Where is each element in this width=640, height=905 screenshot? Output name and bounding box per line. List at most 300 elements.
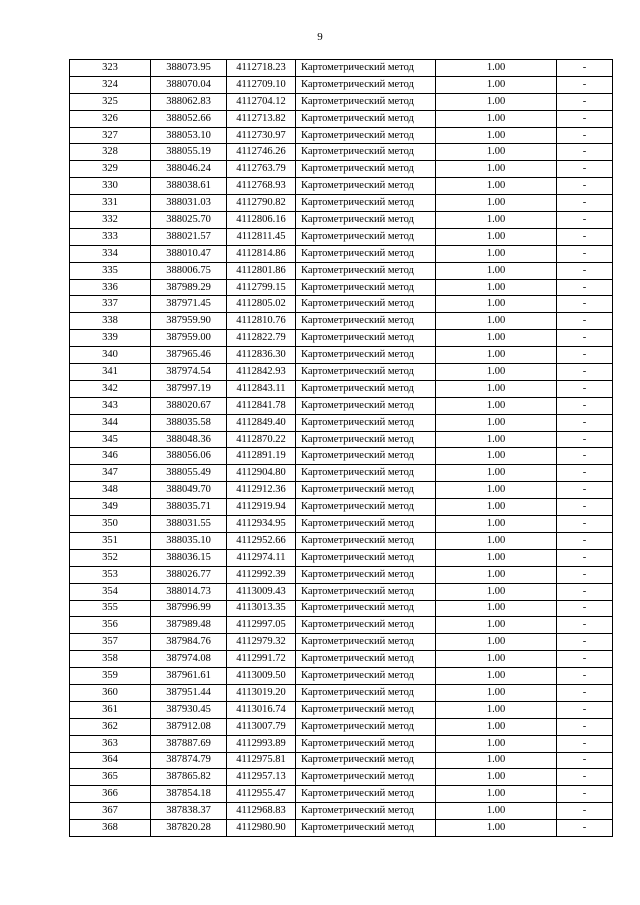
x-coordinate-cell: 388046.24 bbox=[151, 161, 227, 178]
y-coordinate-cell: 4112746.26 bbox=[227, 144, 296, 161]
point-number-cell: 329 bbox=[70, 161, 151, 178]
method-cell: Картометрический метод bbox=[296, 516, 436, 533]
accuracy-cell: 1.00 bbox=[436, 431, 557, 448]
y-coordinate-cell: 4112842.93 bbox=[227, 364, 296, 381]
x-coordinate-cell: 387974.08 bbox=[151, 651, 227, 668]
description-cell: - bbox=[557, 516, 613, 533]
table-row bbox=[70, 431, 613, 448]
description-cell: - bbox=[557, 245, 613, 262]
x-coordinate-cell: 387854.18 bbox=[151, 786, 227, 803]
point-number-cell: 339 bbox=[70, 330, 151, 347]
description-cell: - bbox=[557, 178, 613, 195]
description-cell: - bbox=[557, 212, 613, 229]
point-number-cell: 330 bbox=[70, 178, 151, 195]
accuracy-cell: 1.00 bbox=[436, 566, 557, 583]
point-number-cell: 364 bbox=[70, 752, 151, 769]
x-coordinate-cell: 388035.10 bbox=[151, 532, 227, 549]
point-number-cell: 328 bbox=[70, 144, 151, 161]
table-row bbox=[70, 786, 613, 803]
method-cell: Картометрический метод bbox=[296, 212, 436, 229]
y-coordinate-cell: 4112806.16 bbox=[227, 212, 296, 229]
method-cell: Картометрический метод bbox=[296, 769, 436, 786]
x-coordinate-cell: 388020.67 bbox=[151, 397, 227, 414]
description-cell: - bbox=[557, 195, 613, 212]
point-number-cell: 352 bbox=[70, 549, 151, 566]
accuracy-cell: 1.00 bbox=[436, 414, 557, 431]
table-row bbox=[70, 212, 613, 229]
method-cell: Картометрический метод bbox=[296, 347, 436, 364]
x-coordinate-cell: 387912.08 bbox=[151, 718, 227, 735]
description-cell: - bbox=[557, 296, 613, 313]
method-cell: Картометрический метод bbox=[296, 583, 436, 600]
y-coordinate-cell: 4112811.45 bbox=[227, 228, 296, 245]
accuracy-cell: 1.00 bbox=[436, 127, 557, 144]
x-coordinate-cell: 388055.19 bbox=[151, 144, 227, 161]
method-cell: Картометрический метод bbox=[296, 465, 436, 482]
table-row bbox=[70, 600, 613, 617]
point-number-cell: 324 bbox=[70, 76, 151, 93]
y-coordinate-cell: 4112957.13 bbox=[227, 769, 296, 786]
y-coordinate-cell: 4112763.79 bbox=[227, 161, 296, 178]
table-row bbox=[70, 195, 613, 212]
method-cell: Картометрический метод bbox=[296, 532, 436, 549]
accuracy-cell: 1.00 bbox=[436, 380, 557, 397]
method-cell: Картометрический метод bbox=[296, 431, 436, 448]
point-number-cell: 356 bbox=[70, 617, 151, 634]
point-number-cell: 341 bbox=[70, 364, 151, 381]
x-coordinate-cell: 388025.70 bbox=[151, 212, 227, 229]
accuracy-cell: 1.00 bbox=[436, 178, 557, 195]
description-cell: - bbox=[557, 228, 613, 245]
x-coordinate-cell: 388056.06 bbox=[151, 448, 227, 465]
point-number-cell: 359 bbox=[70, 668, 151, 685]
y-coordinate-cell: 4112955.47 bbox=[227, 786, 296, 803]
point-number-cell: 351 bbox=[70, 532, 151, 549]
x-coordinate-cell: 387974.54 bbox=[151, 364, 227, 381]
accuracy-cell: 1.00 bbox=[436, 769, 557, 786]
y-coordinate-cell: 4112952.66 bbox=[227, 532, 296, 549]
x-coordinate-cell: 388006.75 bbox=[151, 262, 227, 279]
x-coordinate-cell: 387887.69 bbox=[151, 735, 227, 752]
y-coordinate-cell: 4112849.40 bbox=[227, 414, 296, 431]
x-coordinate-cell: 388048.36 bbox=[151, 431, 227, 448]
description-cell: - bbox=[557, 499, 613, 516]
point-number-cell: 349 bbox=[70, 499, 151, 516]
accuracy-cell: 1.00 bbox=[436, 516, 557, 533]
method-cell: Картометрический метод bbox=[296, 684, 436, 701]
table-row bbox=[70, 161, 613, 178]
accuracy-cell: 1.00 bbox=[436, 245, 557, 262]
method-cell: Картометрический метод bbox=[296, 60, 436, 77]
method-cell: Картометрический метод bbox=[296, 93, 436, 110]
point-number-cell: 366 bbox=[70, 786, 151, 803]
accuracy-cell: 1.00 bbox=[436, 499, 557, 516]
y-coordinate-cell: 4112704.12 bbox=[227, 93, 296, 110]
description-cell: - bbox=[557, 786, 613, 803]
point-number-cell: 354 bbox=[70, 583, 151, 600]
y-coordinate-cell: 4112934.95 bbox=[227, 516, 296, 533]
y-coordinate-cell: 4112801.86 bbox=[227, 262, 296, 279]
method-cell: Картометрический метод bbox=[296, 245, 436, 262]
table-row bbox=[70, 820, 613, 837]
table-row bbox=[70, 127, 613, 144]
accuracy-cell: 1.00 bbox=[436, 279, 557, 296]
accuracy-cell: 1.00 bbox=[436, 803, 557, 820]
method-cell: Картометрический метод bbox=[296, 364, 436, 381]
method-cell: Картометрический метод bbox=[296, 380, 436, 397]
method-cell: Картометрический метод bbox=[296, 549, 436, 566]
y-coordinate-cell: 4113019.20 bbox=[227, 684, 296, 701]
accuracy-cell: 1.00 bbox=[436, 228, 557, 245]
description-cell: - bbox=[557, 701, 613, 718]
method-cell: Картометрический метод bbox=[296, 600, 436, 617]
point-number-cell: 360 bbox=[70, 684, 151, 701]
description-cell: - bbox=[557, 380, 613, 397]
accuracy-cell: 1.00 bbox=[436, 600, 557, 617]
y-coordinate-cell: 4112768.93 bbox=[227, 178, 296, 195]
page-number: 9 bbox=[317, 31, 323, 43]
point-number-cell: 368 bbox=[70, 820, 151, 837]
point-number-cell: 350 bbox=[70, 516, 151, 533]
method-cell: Картометрический метод bbox=[296, 786, 436, 803]
point-number-cell: 335 bbox=[70, 262, 151, 279]
y-coordinate-cell: 4113009.43 bbox=[227, 583, 296, 600]
x-coordinate-cell: 387971.45 bbox=[151, 296, 227, 313]
description-cell: - bbox=[557, 482, 613, 499]
point-number-cell: 357 bbox=[70, 634, 151, 651]
point-number-cell: 353 bbox=[70, 566, 151, 583]
description-cell: - bbox=[557, 76, 613, 93]
method-cell: Картометрический метод bbox=[296, 279, 436, 296]
table-row bbox=[70, 364, 613, 381]
method-cell: Картометрический метод bbox=[296, 228, 436, 245]
description-cell: - bbox=[557, 161, 613, 178]
table-row bbox=[70, 279, 613, 296]
accuracy-cell: 1.00 bbox=[436, 195, 557, 212]
point-number-cell: 367 bbox=[70, 803, 151, 820]
accuracy-cell: 1.00 bbox=[436, 76, 557, 93]
method-cell: Картометрический метод bbox=[296, 617, 436, 634]
table-row bbox=[70, 803, 613, 820]
accuracy-cell: 1.00 bbox=[436, 212, 557, 229]
description-cell: - bbox=[557, 668, 613, 685]
description-cell: - bbox=[557, 330, 613, 347]
accuracy-cell: 1.00 bbox=[436, 532, 557, 549]
x-coordinate-cell: 388021.57 bbox=[151, 228, 227, 245]
method-cell: Картометрический метод bbox=[296, 127, 436, 144]
description-cell: - bbox=[557, 279, 613, 296]
point-number-cell: 347 bbox=[70, 465, 151, 482]
accuracy-cell: 1.00 bbox=[436, 110, 557, 127]
point-number-cell: 345 bbox=[70, 431, 151, 448]
method-cell: Картометрический метод bbox=[296, 803, 436, 820]
description-cell: - bbox=[557, 397, 613, 414]
x-coordinate-cell: 388070.04 bbox=[151, 76, 227, 93]
x-coordinate-cell: 388035.58 bbox=[151, 414, 227, 431]
table-row bbox=[70, 296, 613, 313]
method-cell: Картометрический метод bbox=[296, 752, 436, 769]
x-coordinate-cell: 388010.47 bbox=[151, 245, 227, 262]
accuracy-cell: 1.00 bbox=[436, 465, 557, 482]
description-cell: - bbox=[557, 735, 613, 752]
accuracy-cell: 1.00 bbox=[436, 752, 557, 769]
method-cell: Картометрический метод bbox=[296, 76, 436, 93]
y-coordinate-cell: 4112814.86 bbox=[227, 245, 296, 262]
accuracy-cell: 1.00 bbox=[436, 347, 557, 364]
table-row bbox=[70, 684, 613, 701]
coordinates-table bbox=[69, 59, 613, 837]
description-cell: - bbox=[557, 803, 613, 820]
accuracy-cell: 1.00 bbox=[436, 144, 557, 161]
x-coordinate-cell: 388073.95 bbox=[151, 60, 227, 77]
table-row bbox=[70, 701, 613, 718]
description-cell: - bbox=[557, 465, 613, 482]
description-cell: - bbox=[557, 347, 613, 364]
table-row bbox=[70, 718, 613, 735]
description-cell: - bbox=[557, 684, 613, 701]
x-coordinate-cell: 387989.48 bbox=[151, 617, 227, 634]
accuracy-cell: 1.00 bbox=[436, 735, 557, 752]
method-cell: Картометрический метод bbox=[296, 566, 436, 583]
description-cell: - bbox=[557, 93, 613, 110]
x-coordinate-cell: 388052.66 bbox=[151, 110, 227, 127]
table-row bbox=[70, 752, 613, 769]
accuracy-cell: 1.00 bbox=[436, 549, 557, 566]
y-coordinate-cell: 4112997.05 bbox=[227, 617, 296, 634]
y-coordinate-cell: 4113013.35 bbox=[227, 600, 296, 617]
y-coordinate-cell: 4112843.11 bbox=[227, 380, 296, 397]
table-row bbox=[70, 465, 613, 482]
description-cell: - bbox=[557, 617, 613, 634]
x-coordinate-cell: 387997.19 bbox=[151, 380, 227, 397]
x-coordinate-cell: 387996.99 bbox=[151, 600, 227, 617]
x-coordinate-cell: 387984.76 bbox=[151, 634, 227, 651]
table-row bbox=[70, 769, 613, 786]
table-row bbox=[70, 397, 613, 414]
method-cell: Картометрический метод bbox=[296, 313, 436, 330]
accuracy-cell: 1.00 bbox=[436, 330, 557, 347]
point-number-cell: 358 bbox=[70, 651, 151, 668]
table-row bbox=[70, 668, 613, 685]
y-coordinate-cell: 4112870.22 bbox=[227, 431, 296, 448]
y-coordinate-cell: 4112713.82 bbox=[227, 110, 296, 127]
y-coordinate-cell: 4112992.39 bbox=[227, 566, 296, 583]
table-row bbox=[70, 110, 613, 127]
y-coordinate-cell: 4112993.89 bbox=[227, 735, 296, 752]
table-row bbox=[70, 313, 613, 330]
table-row bbox=[70, 330, 613, 347]
y-coordinate-cell: 4112718.23 bbox=[227, 60, 296, 77]
description-cell: - bbox=[557, 262, 613, 279]
method-cell: Картометрический метод bbox=[296, 651, 436, 668]
description-cell: - bbox=[557, 583, 613, 600]
table-row bbox=[70, 60, 613, 77]
y-coordinate-cell: 4112836.30 bbox=[227, 347, 296, 364]
accuracy-cell: 1.00 bbox=[436, 93, 557, 110]
point-number-cell: 327 bbox=[70, 127, 151, 144]
method-cell: Картометрический метод bbox=[296, 330, 436, 347]
x-coordinate-cell: 387961.61 bbox=[151, 668, 227, 685]
x-coordinate-cell: 387865.82 bbox=[151, 769, 227, 786]
x-coordinate-cell: 388036.15 bbox=[151, 549, 227, 566]
y-coordinate-cell: 4112919.94 bbox=[227, 499, 296, 516]
y-coordinate-cell: 4112841.78 bbox=[227, 397, 296, 414]
accuracy-cell: 1.00 bbox=[436, 262, 557, 279]
y-coordinate-cell: 4112730.97 bbox=[227, 127, 296, 144]
description-cell: - bbox=[557, 532, 613, 549]
x-coordinate-cell: 388035.71 bbox=[151, 499, 227, 516]
point-number-cell: 340 bbox=[70, 347, 151, 364]
accuracy-cell: 1.00 bbox=[436, 364, 557, 381]
point-number-cell: 363 bbox=[70, 735, 151, 752]
description-cell: - bbox=[557, 60, 613, 77]
table-row bbox=[70, 634, 613, 651]
accuracy-cell: 1.00 bbox=[436, 684, 557, 701]
point-number-cell: 355 bbox=[70, 600, 151, 617]
y-coordinate-cell: 4112974.11 bbox=[227, 549, 296, 566]
y-coordinate-cell: 4112980.90 bbox=[227, 820, 296, 837]
description-cell: - bbox=[557, 127, 613, 144]
table-row bbox=[70, 228, 613, 245]
accuracy-cell: 1.00 bbox=[436, 701, 557, 718]
method-cell: Картометрический метод bbox=[296, 718, 436, 735]
description-cell: - bbox=[557, 144, 613, 161]
table-row bbox=[70, 566, 613, 583]
y-coordinate-cell: 4113016.74 bbox=[227, 701, 296, 718]
description-cell: - bbox=[557, 431, 613, 448]
method-cell: Картометрический метод bbox=[296, 499, 436, 516]
point-number-cell: 344 bbox=[70, 414, 151, 431]
x-coordinate-cell: 388026.77 bbox=[151, 566, 227, 583]
accuracy-cell: 1.00 bbox=[436, 651, 557, 668]
table-row bbox=[70, 735, 613, 752]
method-cell: Картометрический метод bbox=[296, 397, 436, 414]
method-cell: Картометрический метод bbox=[296, 482, 436, 499]
y-coordinate-cell: 4112991.72 bbox=[227, 651, 296, 668]
point-number-cell: 337 bbox=[70, 296, 151, 313]
x-coordinate-cell: 388049.70 bbox=[151, 482, 227, 499]
description-cell: - bbox=[557, 110, 613, 127]
y-coordinate-cell: 4112790.82 bbox=[227, 195, 296, 212]
accuracy-cell: 1.00 bbox=[436, 397, 557, 414]
accuracy-cell: 1.00 bbox=[436, 583, 557, 600]
description-cell: - bbox=[557, 634, 613, 651]
table-row bbox=[70, 76, 613, 93]
y-coordinate-cell: 4112912.36 bbox=[227, 482, 296, 499]
point-number-cell: 334 bbox=[70, 245, 151, 262]
table-row bbox=[70, 144, 613, 161]
accuracy-cell: 1.00 bbox=[436, 786, 557, 803]
method-cell: Картометрический метод bbox=[296, 195, 436, 212]
accuracy-cell: 1.00 bbox=[436, 820, 557, 837]
accuracy-cell: 1.00 bbox=[436, 718, 557, 735]
point-number-cell: 332 bbox=[70, 212, 151, 229]
table-row bbox=[70, 516, 613, 533]
y-coordinate-cell: 4112810.76 bbox=[227, 313, 296, 330]
x-coordinate-cell: 388031.03 bbox=[151, 195, 227, 212]
table-row bbox=[70, 583, 613, 600]
point-number-cell: 361 bbox=[70, 701, 151, 718]
x-coordinate-cell: 387959.00 bbox=[151, 330, 227, 347]
description-cell: - bbox=[557, 448, 613, 465]
y-coordinate-cell: 4112799.15 bbox=[227, 279, 296, 296]
table-row bbox=[70, 380, 613, 397]
method-cell: Картометрический метод bbox=[296, 668, 436, 685]
x-coordinate-cell: 388038.61 bbox=[151, 178, 227, 195]
x-coordinate-cell: 387930.45 bbox=[151, 701, 227, 718]
point-number-cell: 343 bbox=[70, 397, 151, 414]
description-cell: - bbox=[557, 600, 613, 617]
table-row bbox=[70, 499, 613, 516]
x-coordinate-cell: 388053.10 bbox=[151, 127, 227, 144]
description-cell: - bbox=[557, 549, 613, 566]
x-coordinate-cell: 388055.49 bbox=[151, 465, 227, 482]
x-coordinate-cell: 387874.79 bbox=[151, 752, 227, 769]
x-coordinate-cell: 387820.28 bbox=[151, 820, 227, 837]
x-coordinate-cell: 387838.37 bbox=[151, 803, 227, 820]
accuracy-cell: 1.00 bbox=[436, 634, 557, 651]
accuracy-cell: 1.00 bbox=[436, 617, 557, 634]
table-row bbox=[70, 482, 613, 499]
table-row bbox=[70, 414, 613, 431]
description-cell: - bbox=[557, 752, 613, 769]
point-number-cell: 342 bbox=[70, 380, 151, 397]
table-row bbox=[70, 262, 613, 279]
point-number-cell: 338 bbox=[70, 313, 151, 330]
method-cell: Картометрический метод bbox=[296, 634, 436, 651]
accuracy-cell: 1.00 bbox=[436, 668, 557, 685]
y-coordinate-cell: 4112979.32 bbox=[227, 634, 296, 651]
method-cell: Картометрический метод bbox=[296, 735, 436, 752]
accuracy-cell: 1.00 bbox=[436, 60, 557, 77]
point-number-cell: 333 bbox=[70, 228, 151, 245]
y-coordinate-cell: 4112805.02 bbox=[227, 296, 296, 313]
y-coordinate-cell: 4113009.50 bbox=[227, 668, 296, 685]
y-coordinate-cell: 4112904.80 bbox=[227, 465, 296, 482]
accuracy-cell: 1.00 bbox=[436, 313, 557, 330]
accuracy-cell: 1.00 bbox=[436, 448, 557, 465]
method-cell: Картометрический метод bbox=[296, 296, 436, 313]
description-cell: - bbox=[557, 414, 613, 431]
point-number-cell: 331 bbox=[70, 195, 151, 212]
table-row bbox=[70, 347, 613, 364]
method-cell: Картометрический метод bbox=[296, 262, 436, 279]
method-cell: Картометрический метод bbox=[296, 161, 436, 178]
y-coordinate-cell: 4112968.83 bbox=[227, 803, 296, 820]
description-cell: - bbox=[557, 651, 613, 668]
table-row bbox=[70, 178, 613, 195]
point-number-cell: 362 bbox=[70, 718, 151, 735]
x-coordinate-cell: 387951.44 bbox=[151, 684, 227, 701]
description-cell: - bbox=[557, 769, 613, 786]
description-cell: - bbox=[557, 364, 613, 381]
y-coordinate-cell: 4112975.81 bbox=[227, 752, 296, 769]
description-cell: - bbox=[557, 718, 613, 735]
x-coordinate-cell: 387959.90 bbox=[151, 313, 227, 330]
coordinates-table-body bbox=[70, 60, 613, 837]
x-coordinate-cell: 388014.73 bbox=[151, 583, 227, 600]
table-row bbox=[70, 448, 613, 465]
point-number-cell: 365 bbox=[70, 769, 151, 786]
description-cell: - bbox=[557, 566, 613, 583]
table-row bbox=[70, 549, 613, 566]
method-cell: Картометрический метод bbox=[296, 701, 436, 718]
y-coordinate-cell: 4113007.79 bbox=[227, 718, 296, 735]
point-number-cell: 323 bbox=[70, 60, 151, 77]
accuracy-cell: 1.00 bbox=[436, 482, 557, 499]
point-number-cell: 326 bbox=[70, 110, 151, 127]
method-cell: Картометрический метод bbox=[296, 144, 436, 161]
